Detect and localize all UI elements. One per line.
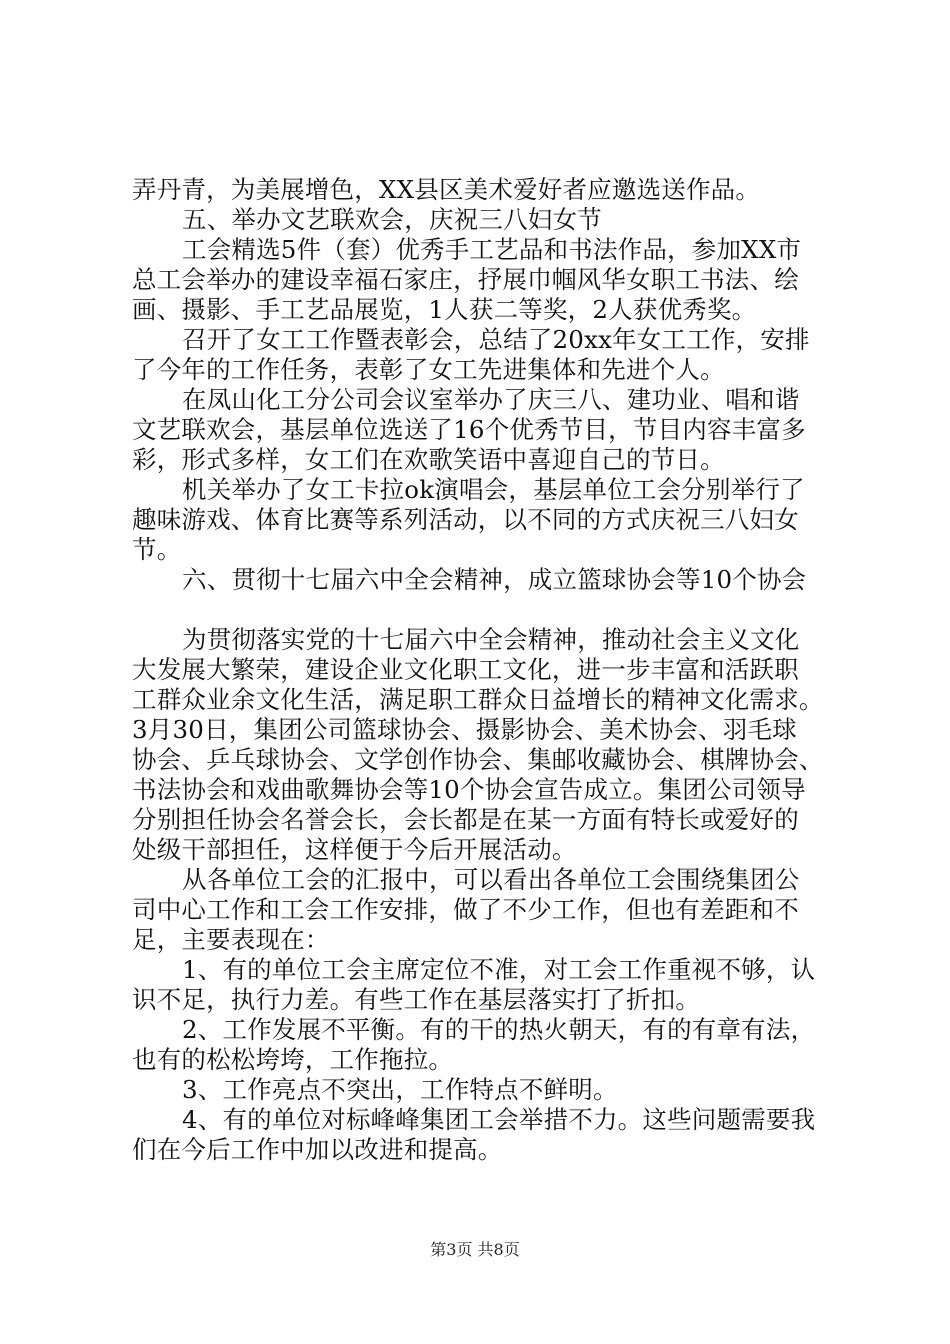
text-line: 识不足，执行力差。有些工作在基层落实打了折扣。 [132, 985, 701, 1014]
text-line: 从各单位工会的汇报中，可以看出各单位工会围绕集团公 [182, 865, 800, 894]
text-line: 为贯彻落实党的十七届六中全会精神，推动社会主义文化 [182, 625, 800, 654]
list-item: 1、有的单位工会主席定位不准，对工会工作重视不够，认 [182, 955, 816, 984]
text-line: 3月30日，集团公司篮球协会、摄影协会、美术协会、羽毛球 [132, 715, 797, 744]
text-line: 协会、乒乓球协会、文学创作协会、集邮收藏协会、棋牌协会、 [132, 745, 824, 774]
text-line: 了今年的工作任务，表彰了女工先进集体和先进个人。 [132, 355, 725, 384]
text-line: 处级干部担任，这样便于今后开展活动。 [132, 835, 577, 864]
list-item: 4、有的单位对标峰峰集团工会举措不力。这些问题需要我 [182, 1105, 816, 1134]
section-heading: 五、举办文艺联欢会，庆祝三八妇女节 [182, 205, 602, 234]
text-line: 画、摄影、手工艺品展览，1人获二等奖，2人获优秀奖。 [132, 295, 757, 324]
text-line: 弄丹青，为美展增色，XX县区美术爱好者应邀选送作品。 [132, 175, 761, 204]
page-number: 第3页 共8页 [430, 1240, 520, 1259]
text-line: 大发展大繁荣，建设企业文化职工文化，进一步丰富和活跃职 [132, 655, 799, 684]
text-line: 彩，形式多样，女工们在欢歌笑语中喜迎自己的节日。 [132, 445, 725, 474]
text-line: 们在今后工作中加以改进和提高。 [132, 1135, 503, 1164]
text-line: 文艺联欢会，基层单位选送了16个优秀节目，节目内容丰富多 [132, 415, 806, 444]
text-line: 工会精选5件（套）优秀手工艺品和书法作品，参加XX市 [182, 235, 802, 264]
text-line: 书法协会和戏曲歌舞协会等10个协会宣告成立。集团公司领导 [132, 775, 806, 804]
text-line: 足，主要表现在： [132, 925, 330, 954]
text-line: 机关举办了女工卡拉ok演唱会，基层单位工会分别举行了 [182, 475, 805, 504]
text-line: 司中心工作和工会工作安排，做了不少工作，但也有差距和不 [132, 895, 799, 924]
text-line: 总工会举办的建设幸福石家庄，抒展巾帼风华女职工书法、绘 [132, 265, 799, 294]
list-item: 3、工作亮点不突出，工作特点不鲜明。 [182, 1075, 618, 1104]
text-line: 也有的松松垮垮，工作拖拉。 [132, 1045, 454, 1074]
text-line: 工群众业余文化生活，满足职工群众日益增长的精神文化需求。 [132, 685, 824, 714]
text-line: 分别担任协会名誉会长，会长都是在某一方面有特长或爱好的 [132, 805, 799, 834]
section-heading: 六、贯彻十七届六中全会精神，成立篮球协会等10个协会 [182, 565, 807, 594]
text-line: 趣味游戏、体育比赛等系列活动，以不同的方式庆祝三八妇女 [132, 505, 799, 534]
text-line: 节。 [132, 535, 182, 564]
list-item: 2、工作发展不平衡。有的干的热火朝天，有的有章有法， [182, 1015, 816, 1044]
text-line: 召开了女工工作暨表彰会，总结了20xx年女工工作，安排 [182, 325, 810, 354]
text-line: 在凤山化工分公司会议室举办了庆三八、建功业、唱和谐 [182, 385, 800, 414]
